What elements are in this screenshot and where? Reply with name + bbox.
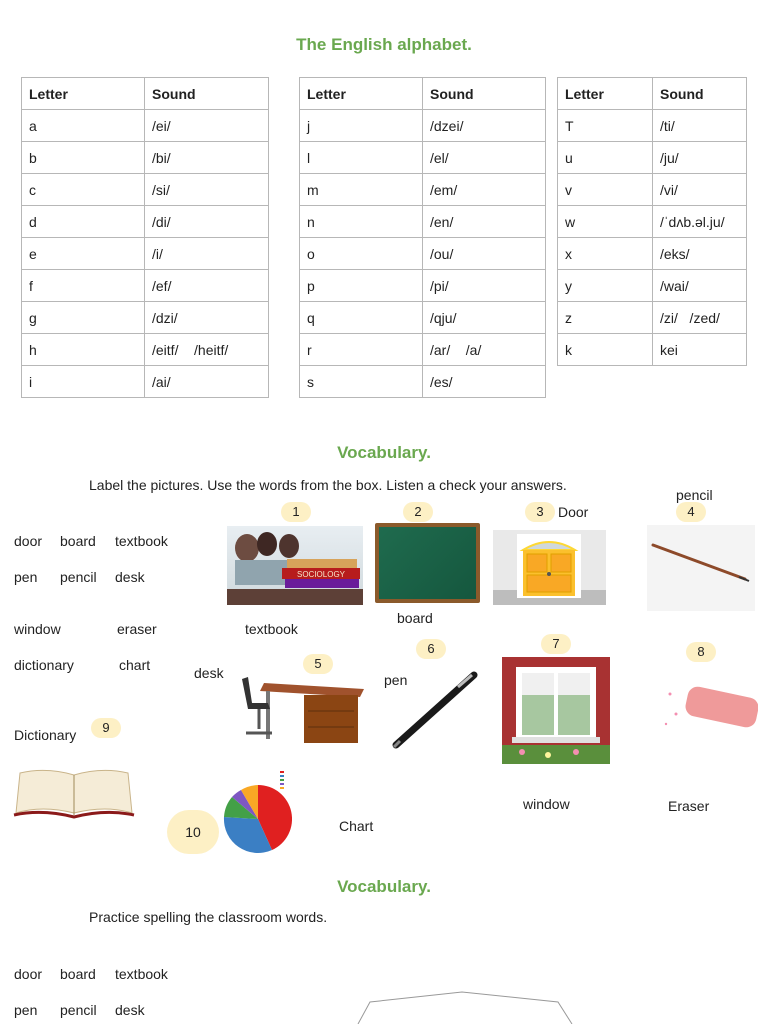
number-badge-6: 6 [416, 639, 446, 659]
window-illustration [502, 657, 610, 764]
sound-cell: /dzei/ [423, 110, 546, 142]
sound-cell: /dzi/ [145, 302, 269, 334]
letter-cell: c [22, 174, 145, 206]
table-row [300, 302, 546, 334]
desk-illustration [234, 669, 366, 752]
table-row [558, 110, 747, 142]
letter-cell: z [558, 302, 653, 334]
number-badge-1: 1 [281, 502, 311, 522]
letter-cell: i [22, 366, 145, 398]
chalkboard-surface [379, 527, 476, 599]
book-spine-text: SOCIOLOGY [297, 570, 346, 579]
letter-cell: a [22, 110, 145, 142]
letter-cell: y [558, 270, 653, 302]
chart-picture [222, 767, 300, 859]
answer-label-pen: pen [384, 672, 408, 688]
sound-cell: /ˈdʌb.əl.ju/ [653, 206, 747, 238]
vocabulary-title: Vocabulary. [337, 443, 431, 462]
door-picture [493, 530, 606, 605]
eraser-illustration [658, 674, 758, 749]
table-row [558, 302, 747, 334]
number-badge-2: 2 [403, 502, 433, 522]
sound-cell: /es/ [423, 366, 546, 398]
alphabet-table-1 [21, 77, 269, 398]
letter-cell: l [300, 142, 423, 174]
pencil-illustration [647, 525, 755, 611]
table-row [22, 270, 269, 302]
spelling-box-pencil: pencil [60, 1002, 97, 1018]
header-sound: Sound [423, 78, 546, 110]
table-row [558, 334, 747, 366]
answer-label-door: Door [558, 504, 589, 520]
alphabet-title: The English alphabet. [296, 35, 472, 54]
window-picture [502, 657, 610, 764]
number-badge-9: 9 [91, 718, 121, 738]
table-header-row [558, 78, 747, 110]
table-row [300, 366, 546, 398]
textbook-illustration [227, 526, 363, 605]
sound-cell: /ou/ [423, 238, 546, 270]
letter-cell: b [22, 142, 145, 174]
answer-label-board: board [397, 610, 433, 626]
number-badge-8: 8 [686, 642, 716, 662]
word-box-pen: pen [14, 569, 38, 585]
letter-cell: s [300, 366, 423, 398]
letter-cell: d [22, 206, 145, 238]
table-row [22, 366, 269, 398]
sound-cell: /zi/ /zed/ [653, 302, 747, 334]
table-row [22, 174, 269, 206]
word-box-chart: chart [119, 657, 151, 673]
board-picture [375, 523, 480, 603]
table-row [300, 270, 546, 302]
letter-cell: f [22, 270, 145, 302]
letter-cell: T [558, 110, 653, 142]
door-illustration [493, 530, 606, 605]
pen-picture [388, 667, 480, 752]
spelling-box-door: door [14, 966, 43, 982]
sound-cell: /ju/ [653, 142, 747, 174]
eraser-picture [658, 674, 758, 749]
sound-cell: /em/ [423, 174, 546, 206]
dictionary-picture [12, 765, 136, 819]
word-box-window: window [14, 621, 61, 637]
answer-label-chart: Chart [339, 818, 374, 834]
pie-chart-illustration [222, 767, 300, 859]
alphabet-table-3 [557, 77, 747, 366]
letter-cell: v [558, 174, 653, 206]
pencil-picture [647, 525, 755, 611]
sound-cell: /ei/ [145, 110, 269, 142]
letter-cell: j [300, 110, 423, 142]
number-badge-5: 5 [303, 654, 333, 674]
sound-cell: /qju/ [423, 302, 546, 334]
spelling-shape-outline [350, 988, 580, 1024]
sound-cell: /si/ [145, 174, 269, 206]
sound-cell: /eitf/ /heitf/ [145, 334, 269, 366]
answer-label-desk: desk [194, 665, 224, 681]
table-header-row [300, 78, 546, 110]
sound-cell: /di/ [145, 206, 269, 238]
letter-cell: w [558, 206, 653, 238]
sound-cell: kei [653, 334, 747, 366]
vocabulary-instruction: Label the pictures. Use the words from the box. Listen a check your answers. [89, 477, 567, 493]
sound-cell: /vi/ [653, 174, 747, 206]
table-row [300, 110, 546, 142]
word-box-desk: desk [115, 569, 145, 585]
header-sound: Sound [145, 78, 269, 110]
sound-cell: /eks/ [653, 238, 747, 270]
letter-cell: o [300, 238, 423, 270]
sound-cell: /i/ [145, 238, 269, 270]
sound-cell: /ef/ [145, 270, 269, 302]
letter-cell: q [300, 302, 423, 334]
sound-cell: /el/ [423, 142, 546, 174]
sound-cell: /ar/ /a/ [423, 334, 546, 366]
sound-cell: /en/ [423, 206, 546, 238]
table-row [300, 174, 546, 206]
sound-cell: /pi/ [423, 270, 546, 302]
spelling-box-board: board [60, 966, 96, 982]
table-row [558, 142, 747, 174]
letter-cell: u [558, 142, 653, 174]
table-row [22, 334, 269, 366]
table-row [22, 142, 269, 174]
number-badge-3: 3 [525, 502, 555, 522]
pen-illustration [388, 667, 480, 752]
letter-cell: r [300, 334, 423, 366]
letter-cell: m [300, 174, 423, 206]
table-row [300, 142, 546, 174]
sound-cell: /ti/ [653, 110, 747, 142]
alphabet-table-2 [299, 77, 546, 398]
word-box-textbook: textbook [115, 533, 168, 549]
letter-cell: p [300, 270, 423, 302]
word-box-pencil: pencil [60, 569, 97, 585]
header-letter: Letter [558, 78, 653, 110]
textbook-picture [227, 526, 363, 605]
number-badge-10: 10 [167, 810, 219, 854]
answer-label-textbook: textbook [245, 621, 298, 637]
header-letter: Letter [22, 78, 145, 110]
header-sound: Sound [653, 78, 747, 110]
sound-cell: /wai/ [653, 270, 747, 302]
sound-cell: /ai/ [145, 366, 269, 398]
table-row [558, 238, 747, 270]
number-badge-4: 4 [676, 502, 706, 522]
table-row [558, 174, 747, 206]
letter-cell: g [22, 302, 145, 334]
vocabulary-title-2: Vocabulary. [337, 877, 431, 896]
answer-label-dictionary: Dictionary [14, 727, 77, 743]
letter-cell: x [558, 238, 653, 270]
table-row [22, 238, 269, 270]
table-row [300, 238, 546, 270]
letter-cell: h [22, 334, 145, 366]
word-box-eraser: eraser [117, 621, 157, 637]
table-row [300, 334, 546, 366]
table-row [558, 270, 747, 302]
answer-label-window: window [523, 796, 570, 812]
word-box-door: door [14, 533, 43, 549]
dictionary-illustration [12, 765, 136, 819]
table-header-row [22, 78, 269, 110]
table-row [22, 206, 269, 238]
spelling-box-textbook: textbook [115, 966, 168, 982]
spelling-box-desk: desk [115, 1002, 145, 1018]
sound-cell: /bi/ [145, 142, 269, 174]
number-badge-7: 7 [541, 634, 571, 654]
header-letter: Letter [300, 78, 423, 110]
answer-label-eraser: Eraser [668, 798, 710, 814]
table-row [300, 206, 546, 238]
letter-cell: k [558, 334, 653, 366]
word-box-dictionary: dictionary [14, 657, 74, 673]
word-box-board: board [60, 533, 96, 549]
table-row [22, 302, 269, 334]
letter-cell: n [300, 206, 423, 238]
answer-label-pencil: pencil [676, 487, 713, 503]
spelling-instruction: Practice spelling the classroom words. [89, 909, 328, 925]
spelling-box-pen: pen [14, 1002, 38, 1018]
letter-cell: e [22, 238, 145, 270]
table-row [558, 206, 747, 238]
desk-picture [234, 669, 366, 752]
table-row [22, 110, 269, 142]
